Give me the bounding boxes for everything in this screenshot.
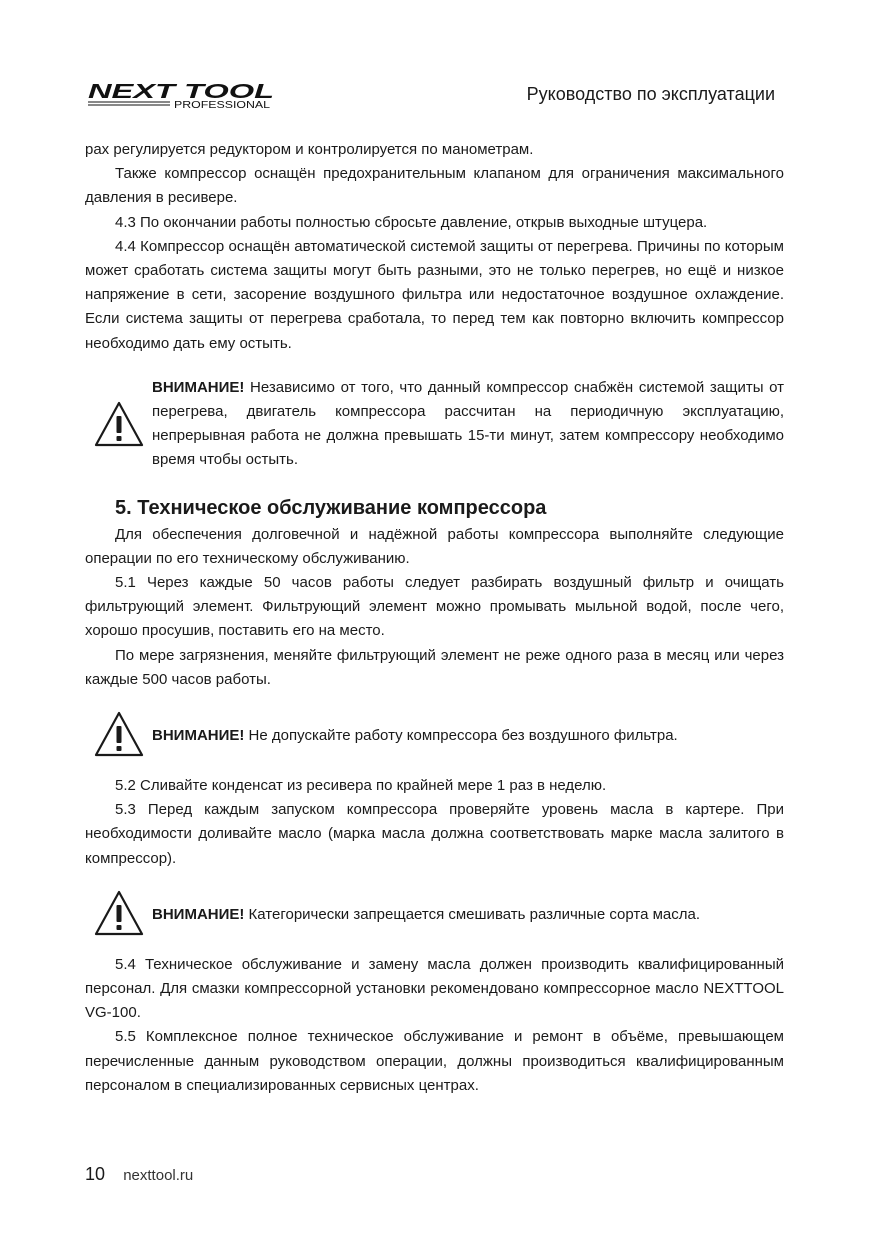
warning-triangle-icon xyxy=(93,710,145,766)
section-title: 5. Техническое обслуживание компрессора xyxy=(115,496,547,519)
document-title: Руководство по эксплуатации xyxy=(526,84,775,104)
warning-label: ВНИМАНИЕ! xyxy=(152,378,245,396)
paragraph-section-intro: Для обеспечения долговечной и надёжной работы компрессора выполняйте следующие операции по его техническому обслуживанию. xyxy=(85,525,784,567)
warning-body: Независимо от того, что данный компрессор снабжён системой защиты от перегрева, двигатель компрессора рассчитан на периодичную эксплуатацию, непрерывная работа не должна превышать 15-ти минут, затем компрессору необходимо время чтобы остыть. xyxy=(152,378,784,469)
warning-text xyxy=(152,903,700,927)
logo-main-text: NEXT TOOL xyxy=(88,81,274,103)
logo-sub-text: PROFESSIONAL xyxy=(174,100,271,111)
logo-graphic xyxy=(86,80,276,112)
page-footer xyxy=(85,1164,193,1185)
warning-text xyxy=(152,376,784,473)
warning-block-oil xyxy=(85,889,784,939)
page-header xyxy=(0,0,896,130)
paragraph-safety-valve: Также компрессор оснащён предохранительным клапаном для ограничения максимального давления в ресивере. xyxy=(85,165,784,207)
paragraph-5-5: 5.5 Комплексное полное техническое обслуживание и ремонт в объёме, превышающем перечисленные данным руководством операции, должны производиться квалифицированным персоналом в специализированных сервисных центрах. xyxy=(85,1028,784,1094)
paragraph-5-2: 5.2 Сливайте конденсат из ресивера по крайней мере 1 раз в неделю. xyxy=(115,777,607,795)
page-number: 10 xyxy=(85,1164,106,1184)
page-content xyxy=(85,138,784,1098)
warning-label: ВНИМАНИЕ! xyxy=(152,905,245,923)
paragraph-filter-replace: По мере загрязнения, меняйте фильтрующий элемент не реже одного раза в месяц или через каждые 500 часов работы. xyxy=(85,646,784,688)
warning-triangle-icon xyxy=(93,400,145,456)
warning-block-filter xyxy=(85,710,784,760)
warning-triangle-icon xyxy=(93,889,145,945)
paragraph-continued: рах регулируется редуктором и контролируется по манометрам. xyxy=(85,141,534,158)
paragraph-5-3: 5.3 Перед каждым запуском компрессора проверяйте уровень масла в картере. При необходимости доливайте масло (марка масла должна соответствовать марке масла залитого в компрессор). xyxy=(85,801,784,867)
footer-website: nexttool.ru xyxy=(123,1167,194,1184)
paragraph-4-4: 4.4 Компрессор оснащён автоматической системой защиты от перегрева. Причины по которым может сработать система защиты могут быть разными, это не только перегрев, но ещё и низкое напряжение в сети, засорение воздушного фильтра или недостаточное воздушное охлаждение. Если система защиты от перегрева сработала, то перед тем как повторно включить компрессор необходимо дать ему остыть. xyxy=(85,237,784,352)
warning-body: Категорически запрещается смешивать различные сорта масла. xyxy=(244,905,701,923)
warning-text xyxy=(152,724,678,748)
paragraph-4-3: 4.3 По окончании работы полностью сбросьте давление, открыв выходные штуцера. xyxy=(115,213,708,231)
warning-label: ВНИМАНИЕ! xyxy=(152,727,245,745)
paragraph-5-1: 5.1 Через каждые 50 часов работы следует разбирать воздушный фильтр и очищать фильтрующий элемент. Фильтрующий элемент можно промывать мыльной водой, после чего, хорошо просушив, поставить его на место. xyxy=(85,574,784,640)
warning-body: Не допускайте работу компрессора без воздушного фильтра. xyxy=(244,727,678,745)
brand-logo xyxy=(86,80,276,112)
warning-block-overheat xyxy=(85,376,784,473)
paragraph-5-4: 5.4 Техническое обслуживание и замену масла должен производить квалифицированный персонал. Для смазки компрессорной установки рекомендовано компрессорное масло NEXTTOOL VG-100. xyxy=(85,955,784,1022)
